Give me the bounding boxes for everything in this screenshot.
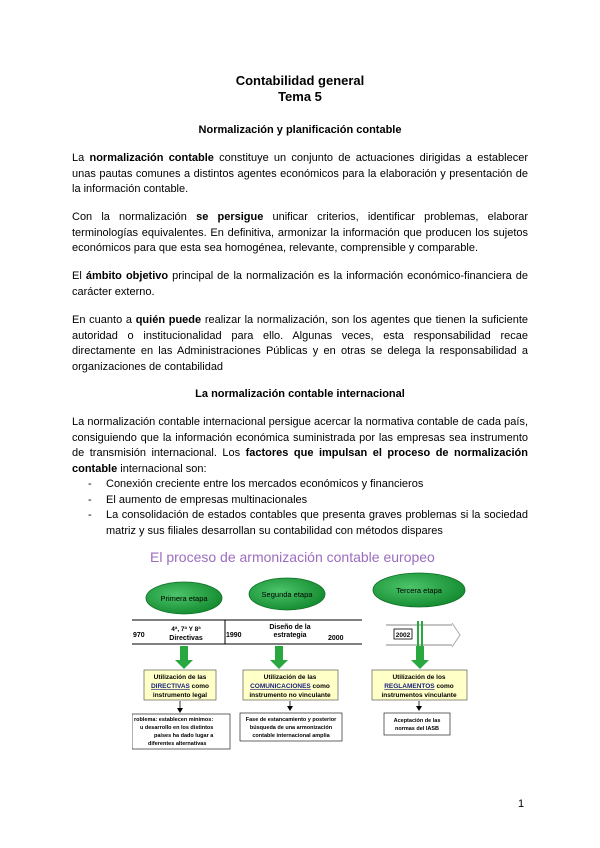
bullet-dash: -: [88, 509, 92, 521]
stage3-note-line1: Aceptación de las: [393, 718, 441, 724]
factors-list: [88, 477, 528, 539]
stage1-band-line1: 4ª, 7ª Y 8ª: [171, 626, 201, 633]
paragraph-objective: Con la normalización se persigue unificar criterios, identificar problemas, elaborar terminologías equivalentes. En definitiva, armonizar la información que producen los sujetos económicos para que esta sea homogénea, relevante, comprensible y comparable.: [72, 211, 529, 254]
stage1-box-line3: instrumento legal: [152, 692, 208, 699]
page-number: 1: [518, 798, 525, 810]
stage2-box-line1: Utilización de las: [263, 674, 317, 681]
stage2-label: Segunda etapa: [261, 590, 313, 599]
document-subtitle: Tema 5: [278, 89, 322, 104]
list-item: - La consolidación de estados contables que presenta graves problemas si la sociedad matriz y sus filiales desarrollan su contabilidad con métodos dispares: [88, 509, 528, 537]
stage1-note-line2: u desarrollo en los distintos: [140, 725, 214, 731]
stage2-note-line3: contable internacional amplia: [252, 733, 330, 739]
stage1-box-line1: Utilización de las: [153, 674, 207, 681]
stage1-box-line2: DIRECTIVAS como: [150, 683, 210, 690]
section-heading-normalizacion: Normalización y planificación contable: [198, 124, 402, 136]
paragraph-who: En cuanto a quién puede realizar la normalización, son los agentes que tienen la suficiente autoridad o institucionalidad para ello. Algunas veces, esta responsabilidad recae directamente en las Administraciones Públicas y en otras se delega la responsabilidad a organizaciones de contabilidad: [72, 314, 528, 373]
stage1-note-line4: diferentes alternativas: [148, 741, 207, 747]
stage3-label: Tercera etapa: [396, 586, 442, 595]
stage1-note-line3: países ha dado lugar a: [154, 733, 214, 739]
bullet-dash: -: [88, 478, 92, 490]
stage2-box-line2: COMUNICACIONES como: [250, 683, 330, 690]
year-start: 970: [133, 632, 145, 639]
stage2-arrow: [270, 646, 288, 669]
harmonization-diagram: [132, 545, 477, 765]
stage3-box-line3: instrumentos vinculante: [381, 692, 457, 699]
stage3-box-line1: Utilización de los: [392, 674, 446, 681]
stage1-connector-head: [177, 708, 183, 713]
stage1-band-line2: Directivas: [169, 635, 203, 642]
diagram-title: El proceso de armonización contable europeo: [150, 549, 435, 565]
stage2-note-line2: búsqueda de una armonización: [249, 725, 333, 731]
year-2002: 2002: [395, 632, 411, 639]
paragraph-definition: La normalización contable constituye un conjunto de actuaciones dirigidas a establecer unas pautas comunes a distintos agentes económicos para la elaboración y presentación de la información contable.: [72, 152, 528, 195]
paragraph-international: La normalización contable internacional persigue acercar la normativa contable de cada país, consiguiendo que la información económica suministrada por las empresas sea instrumento de transmisión internacional. Los factores que impulsan el proceso de normalización contable internacional son:: [72, 416, 528, 475]
year-2000: 2000: [328, 635, 344, 642]
stage1-label: Primera etapa: [160, 594, 208, 603]
stage2-box-line3: instrumento no vinculante: [249, 692, 331, 699]
paragraph-scope: El ámbito objetivo principal de la normalización es la información económico-financiera de carácter externo.: [72, 270, 529, 298]
stage3-note-line2: normas del IASB: [394, 726, 440, 732]
stage2-band-line1: Diseño de la: [269, 624, 311, 631]
stage1-arrow: [175, 646, 193, 669]
bullet-dash: -: [88, 493, 92, 506]
list-item: - El aumento de empresas multinacionales: [88, 493, 528, 509]
list-item: - Conexión creciente entre los mercados económicos y financieros: [88, 477, 528, 493]
document-title: Contabilidad general: [235, 73, 365, 88]
stage1-note-line1: roblema: establecen mínimos:: [134, 717, 214, 723]
stage2-note-line1: Fase de estancamiento y posterior: [245, 717, 337, 723]
stage3-box-line2: REGLAMENTOS como: [384, 683, 454, 690]
stage3-connector-head: [416, 706, 422, 711]
stage3-open-arrow: [452, 623, 460, 647]
stage3-arrow: [411, 646, 429, 669]
stage2-band-line2: estrategia: [273, 632, 307, 639]
section-heading-internacional: La normalización contable internacional: [195, 388, 405, 400]
stage2-connector-head: [287, 706, 293, 711]
year-1990: 1990: [226, 632, 242, 639]
